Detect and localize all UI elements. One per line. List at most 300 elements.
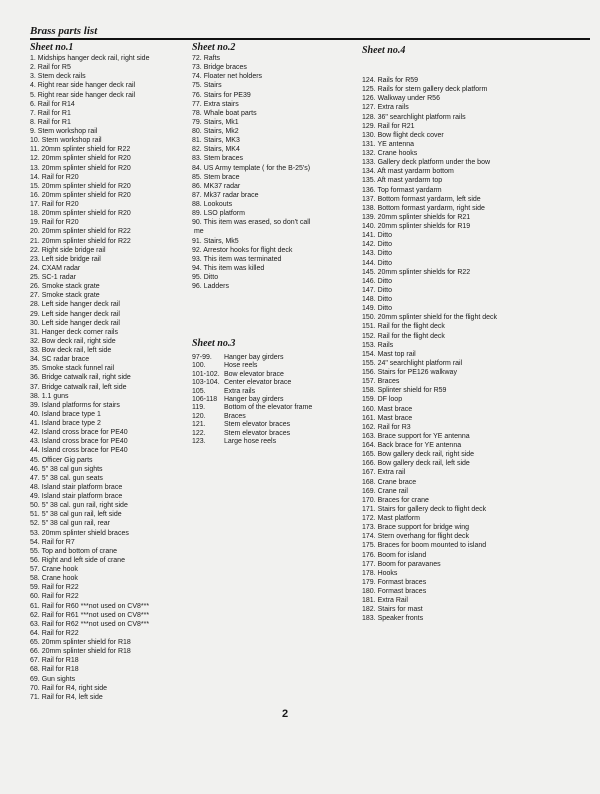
item-number: 22. xyxy=(30,246,40,254)
list-item xyxy=(192,354,362,362)
list-item xyxy=(30,428,195,437)
item-number: 101-102. xyxy=(192,370,220,378)
item-text: YE antenna xyxy=(377,140,415,148)
list-item xyxy=(362,322,592,331)
item-number: 7. xyxy=(30,109,36,117)
item-number: 144. xyxy=(362,259,376,267)
item-number: 75. xyxy=(192,82,202,90)
item-text: Hose reels xyxy=(223,362,258,370)
item-number: 159. xyxy=(362,396,376,404)
item-text: 5" 38 cal. gun seats xyxy=(41,474,103,482)
item-number: 177. xyxy=(362,560,376,568)
item-number: 180. xyxy=(362,588,376,595)
list-item xyxy=(362,532,592,541)
list-item xyxy=(30,656,195,665)
item-number: 169. xyxy=(362,487,376,495)
item-number: 155. xyxy=(362,359,376,367)
item-text: Rail for R4, left side xyxy=(41,693,103,701)
list-item xyxy=(30,164,195,173)
item-text: Hanger deck corner rails xyxy=(41,328,118,336)
item-number: 5. xyxy=(30,91,36,99)
list-item xyxy=(30,602,195,611)
list-item xyxy=(30,501,195,510)
item-number: 31. xyxy=(30,328,40,336)
list-item xyxy=(362,122,592,131)
item-number: 16. xyxy=(30,191,40,199)
item-text: 20mm splinter shield for R22 xyxy=(41,237,131,245)
item-number: 150. xyxy=(362,314,376,322)
list-item xyxy=(362,131,592,140)
item-number: 146. xyxy=(362,277,376,285)
list-item xyxy=(30,492,195,501)
list-item xyxy=(192,81,362,90)
item-number: 105. xyxy=(192,387,206,395)
item-text: Right rear side hanger deck rail xyxy=(37,91,136,99)
item-text: Stairs, Mk1 xyxy=(203,118,239,126)
list-item xyxy=(30,182,195,191)
item-number: 39. xyxy=(30,401,40,409)
list-item xyxy=(362,195,592,204)
list-item xyxy=(362,204,592,213)
item-number: 35. xyxy=(30,365,40,373)
item-text: Bridge braces xyxy=(203,64,247,72)
item-number: 132. xyxy=(362,150,376,157)
item-text: Rafts xyxy=(203,55,221,62)
item-text: Rail for the flight deck xyxy=(377,323,445,331)
list-item xyxy=(192,438,362,446)
item-number: 162. xyxy=(362,423,376,431)
item-number: 17. xyxy=(30,201,40,208)
item-text: Hanger bay girders xyxy=(223,396,284,404)
item-text: Island cross brace for PE40 xyxy=(41,447,128,455)
list-item xyxy=(192,404,362,412)
list-item xyxy=(30,346,195,355)
item-number: 84. xyxy=(192,164,202,172)
item-text: 5" 38 cal. gun rail, right side xyxy=(41,502,128,510)
item-text: Bow gallery deck rail, right side xyxy=(377,451,475,459)
item-text: 20mm splinter shields for R22 xyxy=(377,268,471,276)
list-item xyxy=(362,441,592,450)
item-text: Left side bridge rail xyxy=(41,255,101,263)
list-item xyxy=(30,547,195,556)
item-text: Rail for R61 ***not used on CV8*** xyxy=(41,611,150,619)
list-item xyxy=(192,218,362,227)
list-item xyxy=(362,158,592,167)
item-number: 158. xyxy=(362,387,376,395)
list-item xyxy=(192,154,362,163)
item-number: 88. xyxy=(192,201,202,208)
item-number: 18. xyxy=(30,210,40,218)
item-text: Smoke stack grate xyxy=(41,283,100,291)
item-number: 170. xyxy=(362,496,376,504)
item-number: 67. xyxy=(30,657,40,665)
list-item xyxy=(30,611,195,620)
item-number: 92. xyxy=(192,246,202,254)
item-text: 20mm splinter shield for R18 xyxy=(41,648,131,656)
item-number: 63. xyxy=(30,620,40,628)
item-number: 174. xyxy=(362,533,376,541)
item-text: Rails for stern gallery deck platform xyxy=(377,86,488,94)
item-number: 24. xyxy=(30,264,40,272)
list-item xyxy=(30,300,195,309)
list-item xyxy=(30,583,195,592)
list-item xyxy=(30,218,195,227)
item-text: 20mm splinter shield for R20 xyxy=(41,155,131,163)
item-number: 157. xyxy=(362,378,376,386)
list-item xyxy=(362,332,592,341)
item-number: 172. xyxy=(362,515,376,522)
sheet-4-column xyxy=(362,45,592,624)
list-item xyxy=(30,91,195,100)
list-item xyxy=(30,136,195,145)
item-text: Ditto xyxy=(377,286,392,294)
item-text: Stem brace xyxy=(203,173,240,181)
list-item xyxy=(30,638,195,647)
list-item xyxy=(192,182,362,191)
item-number: 45. xyxy=(30,456,40,464)
item-text: Aft mast yardarm top xyxy=(377,177,443,185)
list-item xyxy=(30,209,195,218)
item-number: 171. xyxy=(362,505,376,513)
item-text: Ditto xyxy=(203,274,219,281)
item-text: Smoke stack funnel rail xyxy=(41,365,115,373)
item-text: Island brace type 2 xyxy=(41,420,101,427)
item-number: 64. xyxy=(30,629,40,637)
item-number: 54. xyxy=(30,538,40,546)
list-item xyxy=(30,529,195,538)
item-number: 38. xyxy=(30,392,40,400)
item-number: 164. xyxy=(362,442,376,449)
item-text: Mk37 radar brace xyxy=(203,191,259,199)
item-text: Braces xyxy=(223,412,246,420)
item-number: 55. xyxy=(30,547,40,555)
item-number: 163. xyxy=(362,432,376,440)
list-item xyxy=(192,388,362,396)
list-item xyxy=(192,246,362,255)
item-number: 48. xyxy=(30,483,40,491)
list-item xyxy=(192,264,362,273)
list-item xyxy=(362,395,592,404)
item-number: 156. xyxy=(362,369,376,376)
list-item xyxy=(30,173,195,182)
item-number: 46. xyxy=(30,465,40,473)
item-text: Ditto xyxy=(377,259,392,267)
list-item xyxy=(362,259,592,268)
list-item xyxy=(30,100,195,109)
item-number: 21. xyxy=(30,237,40,245)
parts-list xyxy=(192,354,362,446)
item-number: 151. xyxy=(362,323,376,331)
item-number: 103-104. xyxy=(192,379,220,387)
sheet-heading: Sheet no.1 xyxy=(30,42,74,53)
list-item xyxy=(30,574,195,583)
item-text: Ditto xyxy=(377,232,392,240)
list-item xyxy=(30,565,195,574)
item-number: 76. xyxy=(192,91,202,99)
item-number: 181. xyxy=(362,597,376,605)
parts-list xyxy=(362,76,592,624)
item-text: Bottom formast yardarm, right side xyxy=(377,204,485,212)
item-text: Bow deck rail, right side xyxy=(41,337,116,345)
item-text: Extra rail xyxy=(377,469,406,477)
item-text: US Army template ( for the B-25's) xyxy=(203,164,311,172)
item-text: Rails xyxy=(377,341,394,349)
item-number: 149. xyxy=(362,305,376,313)
item-number: 178. xyxy=(362,569,376,577)
item-text: Formast braces xyxy=(377,588,427,595)
list-item xyxy=(362,231,592,240)
list-item xyxy=(362,377,592,386)
sheet-heading: Sheet no.4 xyxy=(362,45,406,56)
list-item xyxy=(362,103,592,112)
list-item xyxy=(362,368,592,377)
list-item xyxy=(30,620,195,629)
list-item xyxy=(362,240,592,249)
item-text: 20mm splinter shields for R19 xyxy=(377,223,471,230)
item-text: Stem workshop rail xyxy=(37,128,98,135)
list-item xyxy=(30,538,195,547)
list-item xyxy=(30,54,195,63)
item-number: 106-118 xyxy=(192,396,218,404)
item-text: Whale boat parts xyxy=(203,109,257,117)
list-item xyxy=(362,587,592,596)
list-item xyxy=(30,227,195,236)
item-text: 5" 38 cal gun rail, rear xyxy=(41,520,110,528)
item-text: Rail for R1 xyxy=(37,109,71,117)
sheet-1-column xyxy=(30,42,195,702)
list-item xyxy=(362,304,592,313)
list-item xyxy=(362,487,592,496)
item-text: Extra stairs xyxy=(203,100,239,108)
item-number: 10. xyxy=(30,137,40,145)
item-text: Right and left side of crane xyxy=(41,556,125,564)
item-number: 131. xyxy=(362,140,376,148)
item-number: 42. xyxy=(30,429,40,437)
item-text: Mast top rail xyxy=(377,350,416,358)
list-item xyxy=(30,592,195,601)
item-number: 128. xyxy=(362,113,376,121)
item-text: Braces for crane xyxy=(377,496,429,504)
item-text: Bow elevator brace xyxy=(223,370,284,378)
list-item xyxy=(362,286,592,295)
item-number: 73. xyxy=(192,64,202,72)
item-text: Rail for R22 xyxy=(41,593,79,601)
item-number: 33. xyxy=(30,347,40,354)
list-item xyxy=(362,140,592,149)
item-number: 27. xyxy=(30,292,40,300)
list-item xyxy=(192,413,362,421)
page-number: 2 xyxy=(282,708,289,720)
list-item xyxy=(192,421,362,429)
item-text: Center elevator brace xyxy=(223,379,292,387)
list-item xyxy=(362,614,592,623)
item-number: 168. xyxy=(362,478,376,486)
list-item xyxy=(30,693,195,702)
item-text: Floater net holders xyxy=(203,73,263,81)
list-item xyxy=(30,474,195,483)
list-item xyxy=(362,569,592,578)
item-text: Boom for island xyxy=(377,551,427,559)
list-item xyxy=(362,313,592,322)
list-item xyxy=(362,505,592,514)
list-item xyxy=(30,456,195,465)
item-number: 6. xyxy=(30,100,36,108)
item-text: Island brace type 1 xyxy=(41,410,101,418)
item-number: 36. xyxy=(30,374,40,382)
item-number: 86. xyxy=(192,182,202,190)
item-text: Midships hanger deck rail, right side xyxy=(37,55,150,62)
item-text: This item was terminated xyxy=(203,255,282,263)
list-item xyxy=(30,647,195,656)
item-text: 20mm splinter shield for R20 xyxy=(41,210,131,218)
list-item xyxy=(192,430,362,438)
item-number: 176. xyxy=(362,551,376,559)
list-item xyxy=(30,246,195,255)
item-text: Rail for R22 xyxy=(41,629,79,637)
item-number: 9. xyxy=(30,128,36,135)
item-text: 20mm splinter shield for R20 xyxy=(41,182,131,190)
list-item xyxy=(192,145,362,154)
list-item xyxy=(30,118,195,127)
item-number: 94. xyxy=(192,264,202,272)
list-item xyxy=(192,227,362,236)
list-item xyxy=(192,273,362,282)
item-text: Island platforms for stairs xyxy=(41,401,120,409)
item-text: Arrestor hooks for flight deck xyxy=(203,246,293,254)
list-item xyxy=(192,200,362,209)
list-item xyxy=(30,684,195,693)
item-text: Crane brace xyxy=(377,478,417,486)
list-item xyxy=(30,63,195,72)
list-item xyxy=(30,519,195,528)
item-text: Left side hanger deck rail xyxy=(41,301,120,309)
list-item xyxy=(30,291,195,300)
item-text: Crane hooks xyxy=(377,150,418,157)
list-item xyxy=(362,341,592,350)
item-text: 5" 38 cal gun rail, left side xyxy=(41,511,122,519)
list-item xyxy=(192,136,362,145)
item-number: 14. xyxy=(30,173,40,181)
list-item xyxy=(192,127,362,136)
list-item xyxy=(362,386,592,395)
item-number: 129. xyxy=(362,122,376,130)
list-item xyxy=(30,264,195,273)
item-number: 119. xyxy=(192,404,206,412)
item-text: Bottom formast yardarm, left side xyxy=(377,195,481,203)
item-number: 82. xyxy=(192,146,202,154)
list-item xyxy=(362,268,592,277)
item-number: 4. xyxy=(30,82,36,90)
item-number: 134. xyxy=(362,168,376,176)
item-number: 166. xyxy=(362,460,376,468)
item-number: 143. xyxy=(362,250,376,258)
item-text: Braces for boom mounted to island xyxy=(377,542,487,550)
item-number: 57. xyxy=(30,566,40,573)
item-number: 141. xyxy=(362,232,376,240)
item-text: Rail for R20 xyxy=(41,219,79,227)
list-item xyxy=(192,54,362,63)
item-number: 96. xyxy=(192,283,202,291)
list-item xyxy=(362,76,592,85)
item-number: 120. xyxy=(192,412,206,420)
item-text: Right side bridge rail xyxy=(41,246,106,254)
list-item xyxy=(362,560,592,569)
item-number: 43. xyxy=(30,438,40,446)
list-item xyxy=(192,72,362,81)
item-text: Stem elevator braces xyxy=(223,429,291,437)
item-text: Island stair platform brace xyxy=(41,483,123,491)
item-number: 12. xyxy=(30,155,40,163)
item-number: 32. xyxy=(30,337,40,345)
list-item xyxy=(30,419,195,428)
list-item xyxy=(362,295,592,304)
item-number: 60. xyxy=(30,593,40,601)
item-text: Ditto xyxy=(377,277,392,285)
item-number: 127. xyxy=(362,104,376,112)
item-text: SC-1 radar xyxy=(41,274,76,281)
item-number: 179. xyxy=(362,578,376,586)
item-number: 68. xyxy=(30,666,40,674)
list-item xyxy=(30,319,195,328)
item-text: Speaker fronts xyxy=(377,615,424,623)
item-number: 167. xyxy=(362,469,376,477)
item-text: Stairs, MK4 xyxy=(203,146,240,154)
item-number: 121. xyxy=(192,421,206,429)
item-text: Crane rail xyxy=(377,487,408,495)
item-number: 69. xyxy=(30,675,40,683)
item-number: 26. xyxy=(30,283,40,291)
item-number: 145. xyxy=(362,268,376,276)
item-number: 87. xyxy=(192,191,202,199)
list-item xyxy=(362,551,592,560)
item-number: 25. xyxy=(30,274,40,281)
item-number: 2. xyxy=(30,64,36,72)
item-text: Back brace for YE antenna xyxy=(377,442,462,449)
item-text: 20mm splinter shield for R18 xyxy=(41,639,131,646)
item-text: Bow flight deck cover xyxy=(377,131,444,139)
list-item xyxy=(30,355,195,364)
item-number: 182. xyxy=(362,606,376,614)
item-number: 175. xyxy=(362,542,376,550)
item-text: Top formast yardarm xyxy=(377,186,442,194)
item-number: 70. xyxy=(30,684,40,692)
list-item xyxy=(362,359,592,368)
parts-list xyxy=(30,54,195,702)
list-item xyxy=(362,523,592,532)
item-text: 20mm splinter shield for the flight deck xyxy=(377,314,498,322)
item-number: 72. xyxy=(192,55,202,62)
item-text: Stairs, Mk2 xyxy=(203,128,239,135)
item-text: Stairs for PE126 walkway xyxy=(377,369,457,376)
item-text: Stairs for mast xyxy=(377,606,423,614)
list-item xyxy=(192,100,362,109)
item-number: 74. xyxy=(192,73,202,81)
list-item xyxy=(30,364,195,373)
item-text: Hanger bay girders xyxy=(223,354,284,361)
item-text: CXAM radar xyxy=(41,264,81,272)
list-item xyxy=(30,465,195,474)
item-text: Bridge catwalk rail, right side xyxy=(41,374,131,382)
item-number: 49. xyxy=(30,493,40,500)
list-item xyxy=(192,255,362,264)
item-text: Stairs for gallery deck to flight deck xyxy=(377,505,487,513)
item-text: Ditto xyxy=(377,250,392,258)
list-item xyxy=(362,541,592,550)
list-item xyxy=(30,273,195,282)
list-item xyxy=(362,605,592,614)
item-text: Stairs, Mk5 xyxy=(203,237,239,245)
item-text: Rails for R59 xyxy=(377,77,419,84)
